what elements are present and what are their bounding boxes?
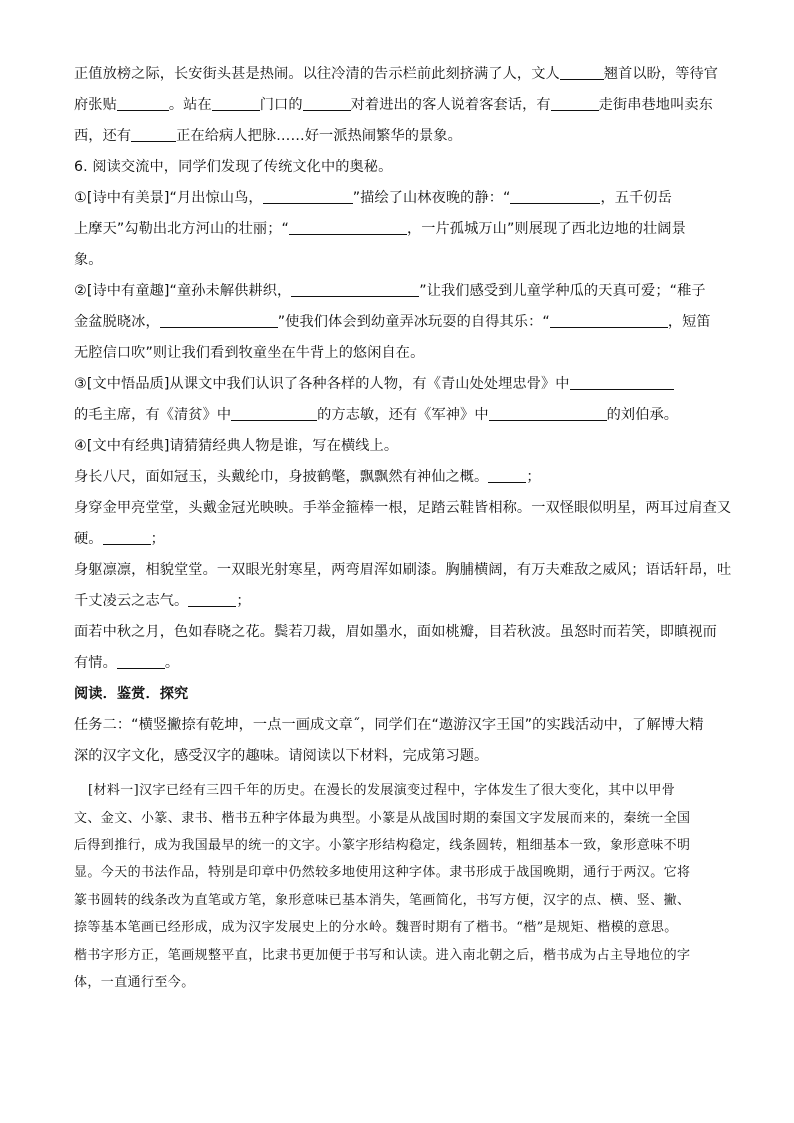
text-line	[74, 403, 724, 429]
answer-blank[interactable]	[560, 64, 604, 80]
document-page	[74, 62, 732, 996]
answer-blank[interactable]	[131, 126, 176, 142]
text: ；	[526, 468, 541, 485]
text-line	[74, 310, 724, 336]
answer-blank[interactable]	[117, 95, 169, 111]
text-line	[74, 93, 724, 119]
text-line	[74, 651, 724, 677]
text: 门口的	[259, 96, 303, 113]
answer-blank[interactable]	[489, 405, 607, 421]
text: 的毛主席，有《清贫》中	[74, 406, 232, 423]
text: 千丈凌云之志气。	[74, 592, 189, 609]
text: 上摩天”勾勒出北方河山的壮丽；“	[74, 220, 289, 237]
task-intro: 深的汉字文化，感受汉字的趣味。请阅读以下材料，完成第习题。	[74, 747, 489, 764]
text: ；	[236, 592, 251, 609]
text: ③[文中悟品质]从课文中我们认识了各种各样的人物，有《青山处处埋忠骨》中	[74, 375, 570, 392]
text: 正值放榜之际，长安街头甚是热闹。以往冷清的告示栏前此刻挤满了人，文人	[74, 66, 560, 82]
answer-blank[interactable]	[510, 188, 600, 204]
text-line	[74, 186, 724, 212]
text: ，一片孤城万山”则展现了西北边地的壮阔景	[406, 220, 686, 237]
answer-blank[interactable]	[263, 188, 353, 204]
material-line: [材料一]汉字已经有三四千年的历史。在漫长的发展演变过程中，字体发生了很大变化，其中以甲骨	[88, 783, 676, 799]
text: 的刘伯承。	[606, 406, 679, 423]
text: 有情。	[74, 654, 117, 671]
text: 西，还有	[74, 127, 132, 144]
text: ，五千仞岳	[600, 189, 672, 206]
answer-blank[interactable]	[160, 312, 278, 328]
material-line: 文、金文、小篆、隶书、楷书五种字体最为典型。小篆是从战国时期的秦国文字发展而来的，秦统一全国	[74, 810, 691, 826]
text: ；	[150, 530, 165, 547]
text: 金盆脱晓冰，	[74, 313, 160, 330]
material-passage	[74, 777, 724, 996]
material-line: 体，一直通行至今。	[74, 974, 195, 990]
text: 府张贴	[74, 96, 117, 113]
section-heading: 阅读．鉴赏．探究	[74, 685, 189, 702]
text: 正在给病人把脉……好一派热闹繁华的景象。	[176, 127, 462, 144]
text: 对着进出的客人说着客套话，有	[350, 96, 551, 113]
task-intro: 任务二：“横竖撇捺有乾坤，一点一画成文章˝，同学们在“遨游汉字王国”的实践活动中，了解博大精	[74, 716, 704, 733]
material-line: 篆书圆转的线条改为直笔或方笔，象形意味已基本消失，笔画简化，书写方便，汉字的点、横、竖、撇、	[74, 892, 691, 908]
answer-blank[interactable]	[289, 219, 407, 235]
text: 走街串巷地叫卖东	[598, 96, 713, 113]
answer-blank[interactable]	[551, 95, 599, 111]
text-line: 身躯凛凛，相貌堂堂。一双眼光射寒星，两弯眉浑如刷漆。胸脯横阔，有万夫难敌之威风；语话轩昂，吐	[74, 561, 732, 578]
text-line	[74, 279, 724, 305]
question-6: 6. 阅读交流中，同学们发现了传统文化中的奥秘。	[74, 158, 393, 175]
text: 。	[164, 654, 180, 671]
text: 翘首以盼，等待官	[603, 66, 719, 82]
text-line: 面若中秋之月，色如春晓之花。鬓若刀裁，眉如墨水，面如桃瓣，目若秋波。虽怒时而若笑，即瞋视而	[74, 623, 717, 640]
answer-blank[interactable]	[188, 591, 236, 607]
answer-blank[interactable]	[488, 467, 526, 483]
text: ，短笛	[667, 313, 711, 330]
text: ”使我们体会到幼童弄冰玩耍的自得其乐：“	[277, 313, 550, 330]
answer-blank[interactable]	[303, 95, 351, 111]
text: ”描绘了山林夜晚的静：“	[352, 189, 511, 206]
text-line: 象。	[74, 251, 103, 268]
text: 硬。	[74, 530, 103, 547]
text-line	[74, 589, 724, 615]
answer-blank[interactable]	[231, 405, 317, 421]
material-line: 楷书字形方正，笔画规整平直，比隶书更加便于书写和认读。进入南北朝之后，楷书成为占主导地位的字	[74, 947, 691, 963]
answer-blank[interactable]	[117, 653, 165, 669]
text: 身长八尺，面如冠玉，头戴纶巾，身披鹤氅，飘飘然有神仙之概。	[74, 468, 489, 485]
material-line: 后得到推行，成为我国最早的统一的文字。小篆字形结构稳定，线条圆转，粗细基本一致，象形意味不明	[74, 838, 691, 854]
text-line	[74, 372, 724, 398]
answer-blank[interactable]	[570, 374, 674, 390]
text-line: ④[文中有经典]请猜猜经典人物是谁，写在横线上。	[74, 437, 399, 454]
text-line: 身穿金甲亮堂堂，头戴金冠光映映。手举金箍棒一根，足踏云鞋皆相称。一双怪眼似明星，两耳过肩查又	[74, 499, 732, 516]
text: 。站在	[168, 96, 212, 113]
text-line	[74, 217, 724, 243]
text: 的方志敏，还有《军神》中	[317, 406, 489, 423]
text-line	[74, 124, 724, 150]
text: ”让我们感受到儿童学种瓜的天真可爱；“稚子	[419, 282, 706, 299]
text-line	[74, 465, 724, 491]
answer-blank[interactable]	[103, 529, 151, 545]
text: ①[诗中有美景]“月出惊山鸟，	[74, 189, 263, 206]
text: ②[诗中有童趣]“童孙未解供耕织，	[74, 282, 292, 299]
material-line: 捺等基本笔画已经形成，成为汉字发展史上的分水岭。魏晋时期有了楷书。“楷”是规矩、楷模的意思。	[74, 920, 678, 936]
material-line: 显。今天的书法作品，特别是印章中仍然较多地使用这种字体。隶书形成于战国晚期，通行于两汉。它将	[74, 865, 691, 881]
text-line	[74, 527, 724, 553]
answer-blank[interactable]	[291, 281, 419, 297]
answer-blank[interactable]	[212, 95, 260, 111]
text-line: 无腔信口吹”则让我们看到牧童坐在牛背上的悠闲自在。	[74, 344, 425, 361]
text-line	[74, 62, 724, 88]
answer-blank[interactable]	[550, 312, 668, 328]
